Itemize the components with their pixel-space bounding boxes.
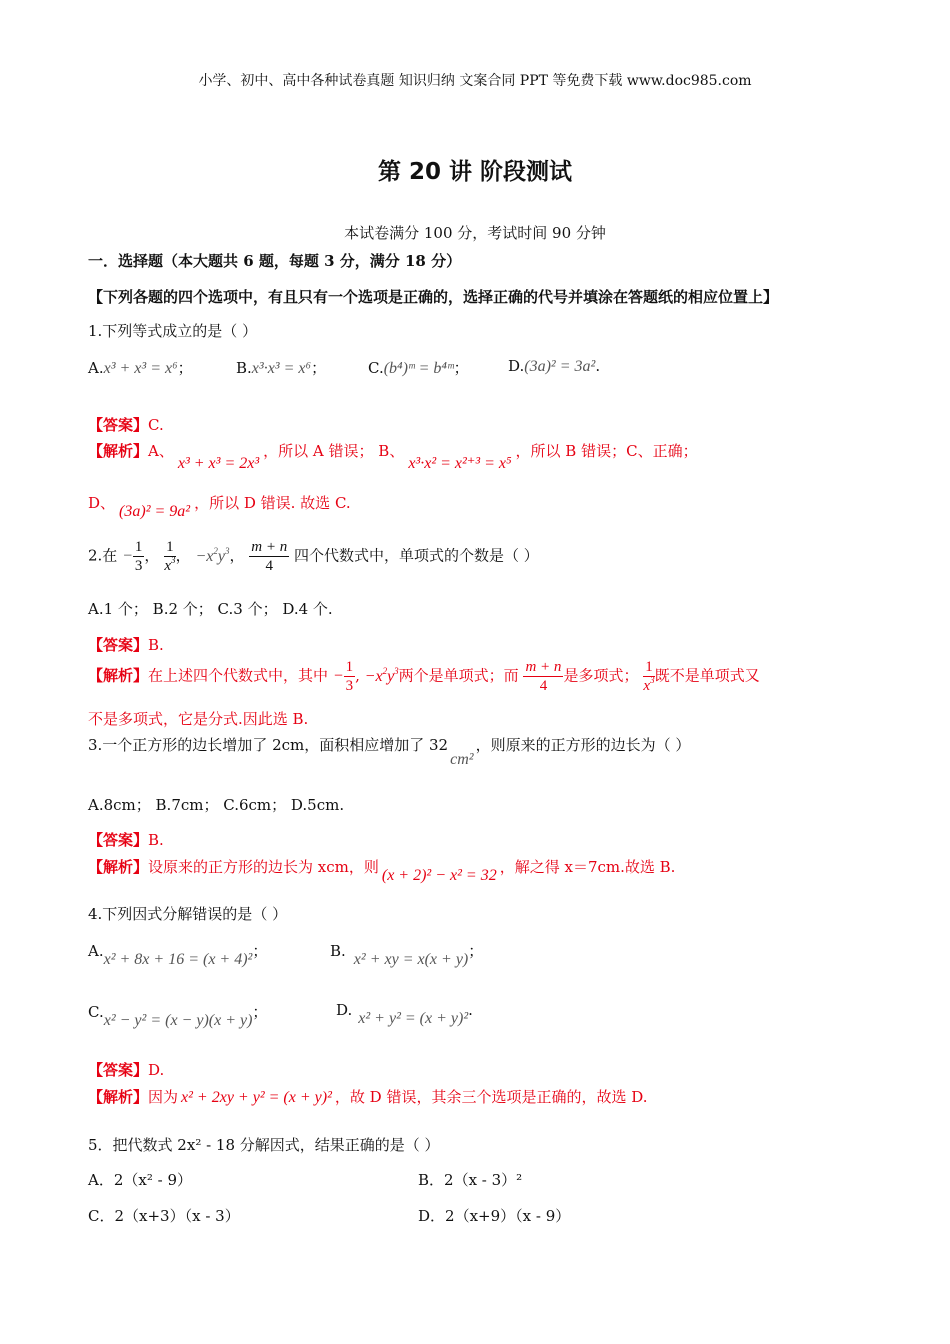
page-header: 小学、初中、高中各种试卷真题 知识归纳 文案合同 PPT 等免费下载 www.doc985.com <box>198 73 752 89</box>
fraction-m-plus-n-over-4: $\frac{m + n}{4}$ <box>251 539 288 574</box>
q1-option-b: B.x³·x³ = x⁶； <box>236 359 327 377</box>
q4-answer: 【答案】D. <box>88 1061 165 1079</box>
section-heading: 一．选择题（本大题共 6 题，每题 3 分，满分 18 分） <box>88 252 462 270</box>
q2-analysis: 【解析】在上述四个代数式中，其中 − $\frac{1}{3}$ , $-x^2y^3$两个是单项式；而 $\frac{m + n}{4}$ 是多项式； $\frac{1}{x^3}$ 既不是单项式又 <box>88 659 760 694</box>
q1-analysis: 【解析】A、x³ + x³ = 2x³，所以 A 错误； B、x³·x² = x²⁺³ = x⁵，所以 B 错误；C、正确； <box>88 442 698 472</box>
q2-options: A.1 个； B.2 个； C.3 个； D.4 个. <box>88 600 333 618</box>
q5-option-c: C．2（x+3）（x - 3） <box>88 1207 240 1225</box>
q1-option-a: A.x³ + x³ = x⁶； <box>88 359 193 377</box>
q4-option-a: A.x² + 8x + 16 = (x + 4)²； <box>88 942 268 968</box>
page-title: 第 20 讲 阶段测试 <box>377 159 573 185</box>
q2-answer: 【答案】B. <box>88 636 164 654</box>
q5-option-b: B．2（x - 3）² <box>418 1171 523 1189</box>
q1-analysis-cont: D、 (3a)² = 9a² ，所以 D 错误. 故选 C. <box>88 494 351 520</box>
q4-option-d: D. x² + y² = (x + y)². <box>336 1001 473 1027</box>
q4-analysis: 【解析】因为 x² + 2xy + y² = (x + y)² ，故 D 错误，其余三个选项是正确的，故选 D. <box>88 1088 648 1106</box>
q5-stem: 5．把代数式 2x² - 18 分解因式，结果正确的是（ ） <box>88 1136 440 1154</box>
q1-stem: 1.下列等式成立的是（ ） <box>88 322 258 340</box>
q1-option-d: D.(3a)² = 3a². <box>508 357 601 375</box>
fraction-one-over-x-cubed: $\frac{1}{x^3}$ <box>164 539 176 574</box>
q3-analysis: 【解析】设原来的正方形的边长为 xcm，则 (x + 2)² − x² = 32 ，解之得 x＝7cm.故选 B. <box>88 858 676 884</box>
q3-stem: 3.一个正方形的边长增加了 2cm，面积相应增加了 32cm²，则原来的正方形的边长为（ ） <box>88 736 691 768</box>
q1-option-c: C.(b⁴)ᵐ = b⁴ᵐ； <box>368 359 469 377</box>
q3-options: A.8cm； B.7cm； C.6cm； D.5cm. <box>88 796 345 814</box>
q4-stem: 4.下列因式分解错误的是（ ） <box>88 905 288 923</box>
exam-info: 本试卷满分 100 分，考试时间 90 分钟 <box>344 224 606 242</box>
q5-option-d: D．2（x+9）（x - 9） <box>418 1207 571 1225</box>
q4-option-c: C.x² − y² = (x − y)(x + y)； <box>88 1003 268 1029</box>
q1-answer: 【答案】C. <box>88 416 164 434</box>
q5-option-a: A．2（x² - 9） <box>88 1171 192 1189</box>
q2-stem: 2.在 − $\frac{1}{3}$ ， $\frac{1}{x^3}$ ， $-x^2y^3$， $\frac{m + n}{4}$ 四个代数式中，单项式的个数是（ ） <box>88 539 539 574</box>
fraction-neg-one-third: $\frac{1}{3}$ <box>134 539 143 574</box>
q2-analysis-cont: 不是多项式，它是分式.因此选 B. <box>88 710 309 728</box>
q3-answer: 【答案】B. <box>88 831 164 849</box>
section-instruction: 【下列各题的四个选项中，有且只有一个选项是正确的，选择正确的代号并填涂在答题纸的相应位置上】 <box>88 288 779 306</box>
q4-option-b: B. x² + xy = x(x + y)； <box>330 942 484 968</box>
